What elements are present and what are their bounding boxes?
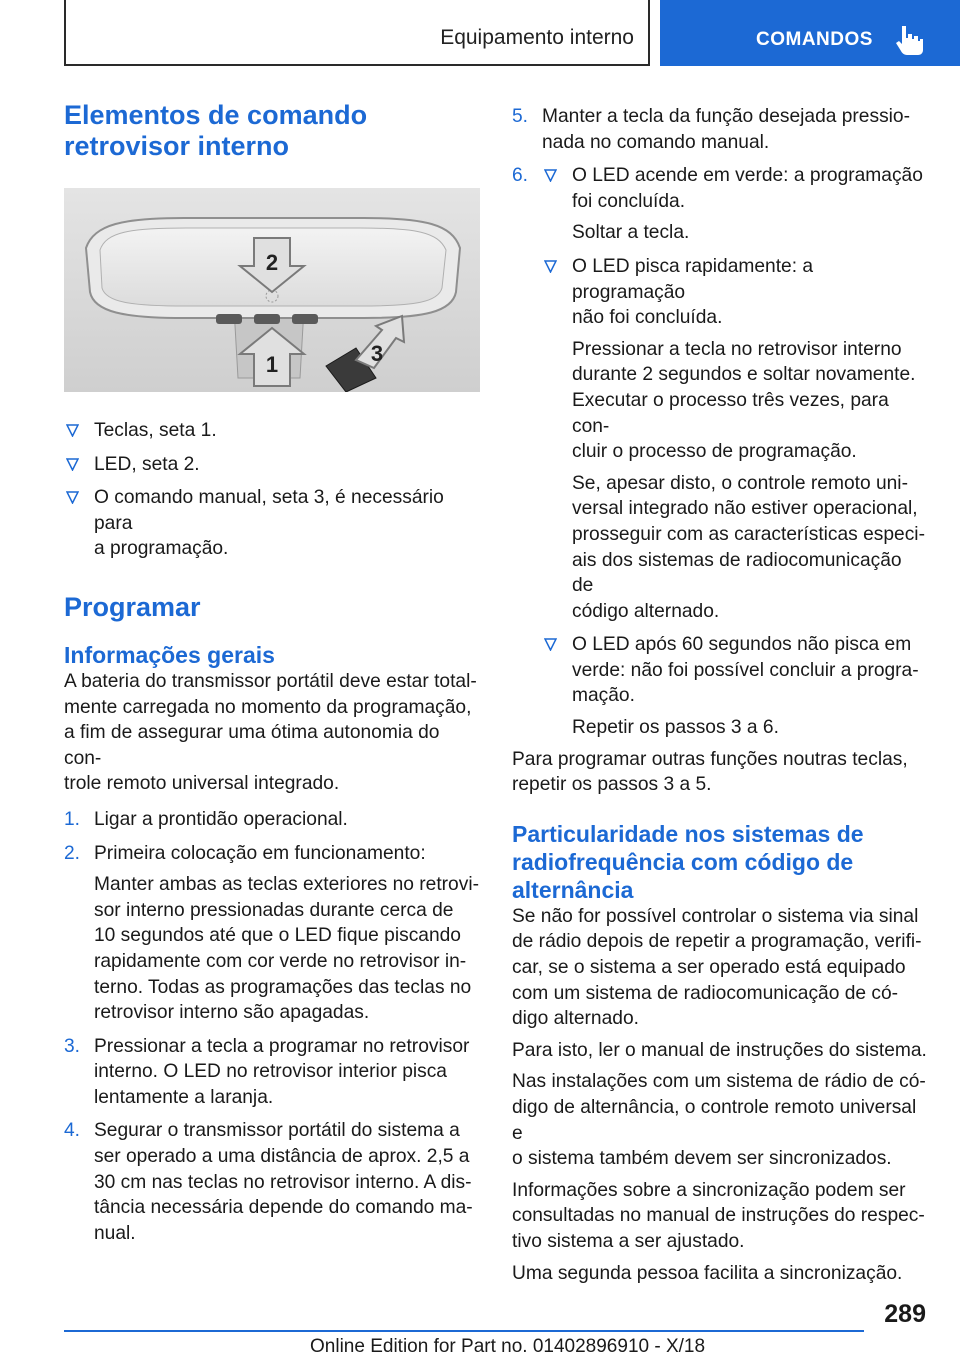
list-item-text: Teclas, seta 1. — [94, 420, 217, 441]
list-item-text: a programação. — [94, 538, 229, 560]
right-column — [512, 104, 928, 1286]
numbered-step — [64, 807, 480, 833]
list-item-text: O comando manual, seta 3, é necessário para — [94, 487, 444, 534]
paragraph: Uma segunda pessoa facilita a sincronização. — [512, 1262, 903, 1284]
step-detail: Repetir os passos 3 a 6. — [572, 717, 779, 739]
step-number: 1. — [64, 808, 81, 830]
rearview-mirror-figure — [64, 188, 480, 392]
subsection-heading: Informações gerais — [64, 641, 275, 668]
rearview-mirror-illustration — [64, 188, 480, 392]
paragraph: Para isto, ler o manual de instruções do sistema. — [512, 1039, 927, 1061]
triangle-bullet-icon — [66, 491, 79, 504]
list-item — [64, 452, 480, 478]
page-title-line: Elementos de comando — [64, 100, 368, 130]
paragraph: Para programar outras funções noutras teclas, repetir os passos 3 a 5. — [512, 748, 908, 796]
step-text: Primeira colocação em funcionamento: — [94, 842, 426, 864]
numbered-step: 3. Pressionar a tecla a programar no retrovisor interno. O LED no retrovisor interior pisca lentamente a laranja. — [64, 1035, 470, 1108]
list-item — [64, 418, 480, 444]
triangle-bullet-icon — [544, 169, 557, 182]
left-column — [64, 100, 480, 1246]
header-chapter-title: COMANDOS — [756, 29, 873, 50]
pointing-hand-icon — [894, 24, 924, 56]
paragraph: Se não for possível controlar o sistema via sinal de rádio depois de repetir a programação, verifi- car, se o sistema a ser operado está equipado com um sistema de radiocomunicação de có- digo alternado. — [512, 905, 922, 1030]
step-number: 2. — [64, 842, 81, 864]
footer-edition: Online Edition for Part no. 01402896910 - X/18 — [310, 1336, 706, 1357]
step-number: 6. — [512, 165, 529, 187]
paragraph: A bateria do transmissor portátil deve estar total- mente carregada no momento da programação, a fim de assegurar uma ótima autonomia do con- trole remoto universal integrado. — [64, 670, 477, 795]
page-number: 289 — [884, 1300, 926, 1328]
triangle-bullet-icon — [66, 424, 79, 437]
step-text: Ligar a prontidão operacional. — [94, 808, 348, 830]
page-title-line: retrovisor interno — [64, 131, 290, 161]
section-heading: Programar — [64, 591, 201, 622]
figure-label-1: 1 — [265, 352, 279, 377]
numbered-step — [512, 163, 928, 740]
list-item: O LED após 60 segundos não pisca em verde: não foi possível concluir a progra- mação. — [542, 632, 928, 709]
triangle-bullet-icon — [544, 638, 557, 651]
list-item: O LED acende em verde: a programação foi concluída. — [542, 163, 928, 214]
header-chapter-tab[interactable] — [660, 0, 960, 66]
paragraph: Informações sobre a sincronização podem ser consultadas no manual de instruções do respec- tivo sistema a ser ajustado. — [512, 1179, 925, 1252]
step-detail: Pressionar a tecla no retrovisor interno durante 2 segundos e soltar novamente. Executar o processo três vezes, para con- cluir o processo de programação. — [572, 338, 916, 463]
list-item-text: LED, seta 2. — [94, 453, 200, 475]
step-number: 3. — [64, 1035, 81, 1057]
step-detail: Manter ambas as teclas exteriores no retrovi- sor interno pressionadas durante cerca de 10 segundos até que o LED fique piscando rapidamente com cor verde no retrovisor in- terno. Todas as programações das teclas no retrovisor interno são apagadas. — [94, 874, 479, 1024]
figure-label-3: 3 — [370, 341, 384, 366]
subsection-heading: Particularidade nos sistemas de radiofrequência com código de alternância — [512, 820, 864, 903]
page-title — [64, 100, 480, 162]
header-section-title: Equipamento interno — [440, 26, 634, 49]
list-item: O LED pisca rapidamente: a programação não foi concluída. — [542, 254, 928, 331]
header-section-box — [64, 0, 650, 66]
list-item — [64, 485, 480, 562]
triangle-bullet-icon — [66, 458, 79, 471]
numbered-step — [64, 841, 480, 867]
step-detail: Se, apesar disto, o controle remoto uni- versal integrado não estiver operacional, prosseguir com as características especi- ais dos sistemas de radiocomunicação de código alternado. — [572, 472, 925, 622]
step-number: 5. — [512, 106, 529, 127]
paragraph: Nas instalações com um sistema de rádio de có- digo de alternância, o controle remoto universal e o sistema também devem ser sincronizados. — [512, 1071, 926, 1170]
numbered-step: 5. Manter a tecla da função desejada pressio- nada no comando manual. — [512, 106, 910, 153]
step-number: 4. — [64, 1120, 81, 1142]
triangle-bullet-icon — [544, 260, 557, 273]
step-detail: Soltar a tecla. — [572, 222, 690, 244]
figure-label-2: 2 — [265, 250, 279, 275]
numbered-step: 4. Segurar o transmissor portátil do sistema a ser operado a uma distância de aprox. 2,5 a 30 cm nas teclas no retrovisor interno. A dis- tância necessária depende do comando ma- nual. — [64, 1120, 473, 1244]
footer-divider — [64, 1330, 864, 1332]
